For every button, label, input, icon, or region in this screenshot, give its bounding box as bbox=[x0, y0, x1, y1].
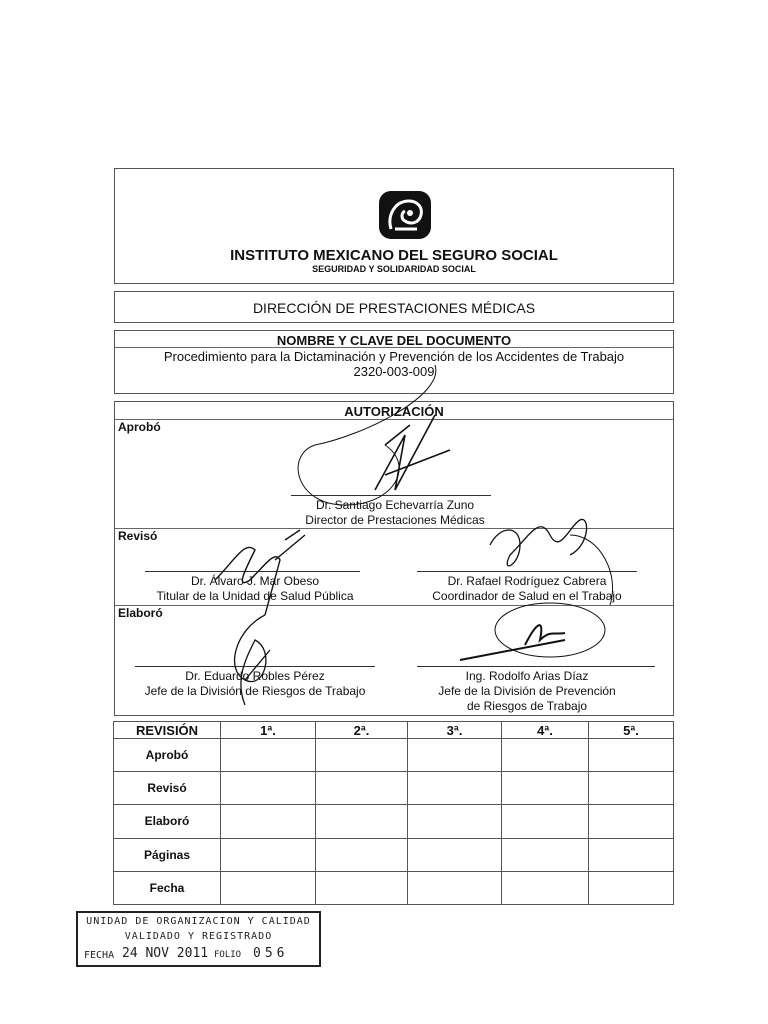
revision-header: REVISIÓN bbox=[114, 722, 221, 739]
preparer2-name: Ing. Rodolfo Arias Díaz bbox=[465, 669, 589, 683]
authorization-heading: AUTORIZACIÓN bbox=[344, 404, 444, 419]
reviewer1-title: Titular de la Unidad de Salud Pública bbox=[156, 589, 354, 603]
stamp-folio-label: FOLIO bbox=[214, 950, 242, 960]
registration-stamp bbox=[76, 911, 321, 967]
imss-eagle-logo-icon bbox=[377, 189, 433, 241]
prepared-label: Elaboró bbox=[118, 606, 163, 620]
stamp-date-value: 24 NOV 2011 bbox=[122, 946, 209, 961]
header-box bbox=[114, 168, 674, 284]
approver-name: Dr. Santiago Echevarría Zuno bbox=[315, 498, 475, 512]
row-label-elaboro: Elaboró bbox=[114, 805, 221, 838]
preparer1-name: Dr. Eduardo Robles Pérez bbox=[185, 669, 325, 683]
revision-col-5: 5ª. bbox=[589, 722, 674, 739]
row-label-fecha: Fecha bbox=[114, 871, 221, 904]
document-heading: NOMBRE Y CLAVE DEL DOCUMENTO bbox=[276, 333, 512, 348]
stamp-date-label: FECHA bbox=[84, 950, 115, 961]
revision-col-3: 3ª. bbox=[408, 722, 502, 739]
document-name: Procedimiento para la Dictaminación y Prevención de los Accidentes de Trabajo bbox=[163, 349, 625, 364]
reviewer1-name: Dr. Álvaro J. Mar Obeso bbox=[190, 574, 320, 588]
stamp-folio-value: 056 bbox=[253, 946, 289, 961]
row-label-aprobo: Aprobó bbox=[114, 739, 221, 772]
revision-col-4: 4ª. bbox=[502, 722, 589, 739]
authorization-box bbox=[114, 401, 674, 716]
reviewer2-title: Coordinador de Salud en el Trabajo bbox=[432, 589, 622, 603]
preparer1-title: Jefe de la División de Riesgos de Trabajo bbox=[144, 684, 366, 698]
approved-label: Aprobó bbox=[118, 420, 161, 434]
preparer2-title-line1: Jefe de la División de Prevención bbox=[438, 684, 616, 698]
revision-col-1: 1ª. bbox=[221, 722, 316, 739]
direction-title: DIRECCIÓN DE PRESTACIONES MÉDICAS bbox=[252, 300, 536, 316]
document-code: 2320-003-009 bbox=[353, 364, 435, 379]
row-label-reviso: Revisó bbox=[114, 772, 221, 805]
preparer2-title-line2: de Riesgos de Trabajo bbox=[466, 699, 588, 713]
stamp-line2: VALIDADO Y REGISTRADO bbox=[124, 931, 273, 942]
stamp-line1: UNIDAD DE ORGANIZACION Y CALIDAD bbox=[86, 916, 311, 927]
reviewer2-name: Dr. Rafael Rodríguez Cabrera bbox=[447, 574, 607, 588]
institute-name: INSTITUTO MEXICANO DEL SEGURO SOCIAL bbox=[230, 247, 558, 264]
direction-box bbox=[114, 291, 674, 323]
institute-motto: SEGURIDAD Y SOLIDARIDAD SOCIAL bbox=[312, 264, 476, 274]
revision-col-2: 2ª. bbox=[316, 722, 408, 739]
reviewed-label: Revisó bbox=[118, 529, 158, 543]
document-box bbox=[114, 330, 674, 394]
approver-title: Director de Prestaciones Médicas bbox=[305, 513, 485, 527]
revision-table bbox=[113, 721, 674, 905]
row-label-paginas: Páginas bbox=[114, 838, 221, 871]
